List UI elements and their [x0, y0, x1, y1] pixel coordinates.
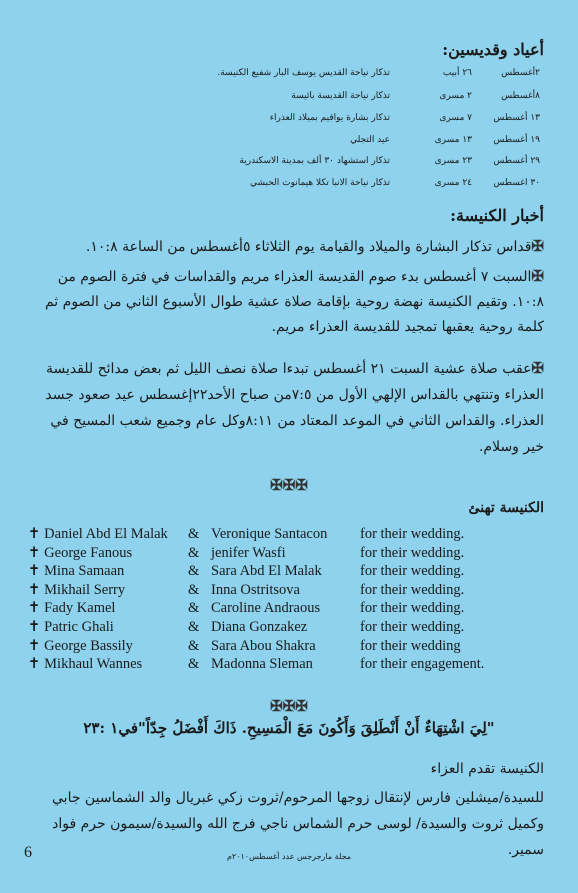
feast-event: تذكار نياحة القديس يوسف البار شفيع الكنيسة.: [217, 68, 390, 78]
couple-name-2: Sara Abd El Malak: [211, 563, 322, 580]
cross-bullet-icon: ✝: [28, 619, 41, 635]
feast-row: [30, 68, 540, 86]
feast-row: [30, 135, 540, 153]
feast-date-coptic: ١٣ مسرى: [434, 135, 472, 145]
ampersand: &: [188, 656, 200, 673]
occasion: for their wedding.: [360, 563, 465, 580]
groom-name: Fady Kamel: [44, 600, 116, 617]
ampersand: &: [188, 563, 200, 580]
feast-event: تذكار استشهاد ٣٠ ألف بمدينة الاسكندرية: [239, 156, 390, 166]
cross-bullet-icon: ✝: [28, 656, 41, 673]
verse: "لِيَ اشْتِهَاءٌ أَنْ أَنْطَلِقَ وَأَكُونَ مَعَ الْمَسِيحِ. ذَاكَ أَفْضَلُ جِدّاً"في١ :٢٣: [83, 719, 495, 737]
congrats-row: [28, 582, 548, 601]
couple-name-2: Madonna Sleman: [211, 656, 313, 673]
feast-date-coptic: ٢٦ أبيب: [442, 68, 472, 78]
ampersand: &: [188, 637, 200, 654]
occasion: for their wedding: [360, 637, 461, 654]
feasts-title: أعياد وقديسين:: [442, 40, 544, 59]
couple-name-2: Caroline Andraous: [211, 600, 321, 617]
occasion: for their wedding.: [360, 619, 465, 635]
feast-row: [30, 178, 540, 196]
feast-event: عيد التجلي: [350, 135, 390, 145]
feast-date-coptic: ٢ مسرى: [439, 91, 472, 101]
couple-name-1: [28, 526, 168, 543]
congrats-row: [28, 600, 548, 619]
feast-row: [30, 91, 540, 109]
separator: ✠✠✠: [270, 697, 308, 715]
cross-bullet-icon: ✝: [28, 581, 41, 598]
feast-date-gregorian: ١٣ أغسطس: [493, 113, 540, 123]
feast-event: تذكار بشارة يواقيم بميلاد العذراء: [269, 113, 390, 123]
groom-name: George Bassily: [44, 637, 133, 654]
condolences-text: للسيدة/ميشلين فارس لإنتقال زوجها المرحوم/ثروت زكي غبريال والد الشماسين جابي وكميل ثروت والسيدة/ لوسى حرم الشماس ناجي فرج الله والسيدة/سيمون حرم فواد سمير.: [52, 790, 544, 858]
news-text-2: السبت ٧ أغسطس بدء صوم القديسة العذراء مريم والقداسات في فترة الصوم من ١٠:٨. وتقيم الكنيسة نهضة روحية بإقامة صلاة عشية طوال الأسبوع الثاني من الصوم ثم كلمة روحية يعقبها تمجيد للقديسة العذراء مريم.: [44, 269, 544, 335]
couple-name-2: Inna Ostritsova: [211, 581, 300, 598]
occasion: for their wedding.: [360, 544, 465, 561]
couple-name-2: Diana Gonzakez: [211, 619, 308, 635]
cross-icon: ✠: [531, 237, 544, 255]
cross-bullet-icon: ✝: [28, 526, 41, 542]
news-title: أخبار الكنيسة:: [450, 206, 544, 225]
occasion: for their wedding.: [360, 581, 465, 598]
cross-bullet-icon: ✝: [28, 544, 41, 561]
couple-name-2: Sara Abou Shakra: [211, 637, 316, 654]
cross-bullet-icon: ✝: [28, 563, 41, 580]
ampersand: &: [188, 526, 200, 542]
groom-name: Mina Samaan: [44, 563, 125, 580]
congrats-title: الكنيسة تهنئ: [468, 500, 544, 516]
news-item-2: [36, 264, 544, 340]
cross-icon: ✠: [531, 267, 544, 285]
congrats-row: [28, 545, 548, 564]
feast-date-gregorian: ٣٠ اغسطس: [493, 178, 540, 188]
feast-date-gregorian: ٢٩ أغسطس: [493, 156, 540, 166]
couple-name-1: [28, 545, 132, 562]
news-item-3: [36, 355, 544, 460]
couple-name-1: [28, 619, 114, 636]
couple-name-1: [28, 582, 125, 599]
congrats-row: [28, 526, 548, 545]
occasion: for their wedding.: [360, 526, 465, 542]
ampersand: &: [188, 544, 200, 561]
page-number: 6: [24, 844, 32, 861]
magazine-footer: مجلة مارجرجس عدد أغسطس٢٠١٠م: [226, 852, 352, 861]
feast-event: تذكار نياحة القديسة بائيسة: [291, 91, 390, 101]
condolences-title: الكنيسة تقدم العزاء: [430, 761, 544, 777]
cross-bullet-icon: ✝: [28, 600, 41, 617]
news-text-1: قداس تذكار البشارة والميلاد والقيامة يوم الثلاثاء ٥أغسطس من الساعة ١٠:٨.: [85, 239, 532, 255]
groom-name: Mikhaul Wannes: [44, 656, 143, 673]
news-text-3: عقب صلاة عشية السبت ٢١ أغسطس تبدءا صلاة نصف الليل ثم بعض مدائح للقديسة العذراء وتنتهي بالقداس الإلهي الأول من ٧:٥من صباح الأحد٢٢إغسطس عيد صعود جسد العذراء. والقداس الثاني في الموعد المعتاد من ٨:١١وكل عام وجميع شعب المسيح في خير وسلام.: [45, 361, 544, 455]
congrats-row: [28, 563, 548, 582]
groom-name: George Fanous: [44, 544, 133, 561]
feast-date-gregorian: ٢أغسطس: [501, 68, 540, 78]
feast-row: [30, 156, 540, 174]
ampersand: &: [188, 600, 200, 617]
couple-name-1: [28, 563, 124, 580]
congrats-row: [28, 619, 548, 638]
occasion: for their engagement.: [360, 656, 485, 673]
feast-event: تذكار نياحة الانبا تكلا هيمانوت الحبشي: [249, 178, 390, 188]
couple-name-2: jenifer Wasfi: [211, 544, 286, 561]
feast-date-coptic: ٢٣ مسرى: [434, 156, 472, 166]
feast-date-coptic: ٢٤ مسرى: [434, 178, 472, 188]
occasion: for their wedding.: [360, 600, 465, 617]
cross-icon: ✠: [531, 359, 544, 377]
congrats-row: [28, 656, 548, 675]
ampersand: &: [188, 619, 200, 635]
feast-date-gregorian: ٨أغسطس: [501, 91, 540, 101]
congrats-row: [28, 638, 548, 657]
cross-bullet-icon: ✝: [28, 637, 41, 654]
couple-name-1: [28, 656, 142, 673]
ampersand: &: [188, 581, 200, 598]
couple-name-1: [28, 600, 115, 617]
groom-name: Mikhail Serry: [44, 581, 126, 598]
feast-date-coptic: ٧ مسرى: [439, 113, 472, 123]
couple-name-2: Veronique Santacon: [211, 526, 328, 542]
news-item-1: [36, 234, 544, 259]
groom-name: Patric Ghali: [44, 619, 114, 635]
groom-name: Daniel Abd El Malak: [44, 526, 168, 542]
feast-row: [30, 113, 540, 131]
feast-date-gregorian: ١٩ أغسطس: [493, 135, 540, 145]
separator: ✠✠✠: [270, 476, 308, 494]
couple-name-1: [28, 638, 133, 655]
